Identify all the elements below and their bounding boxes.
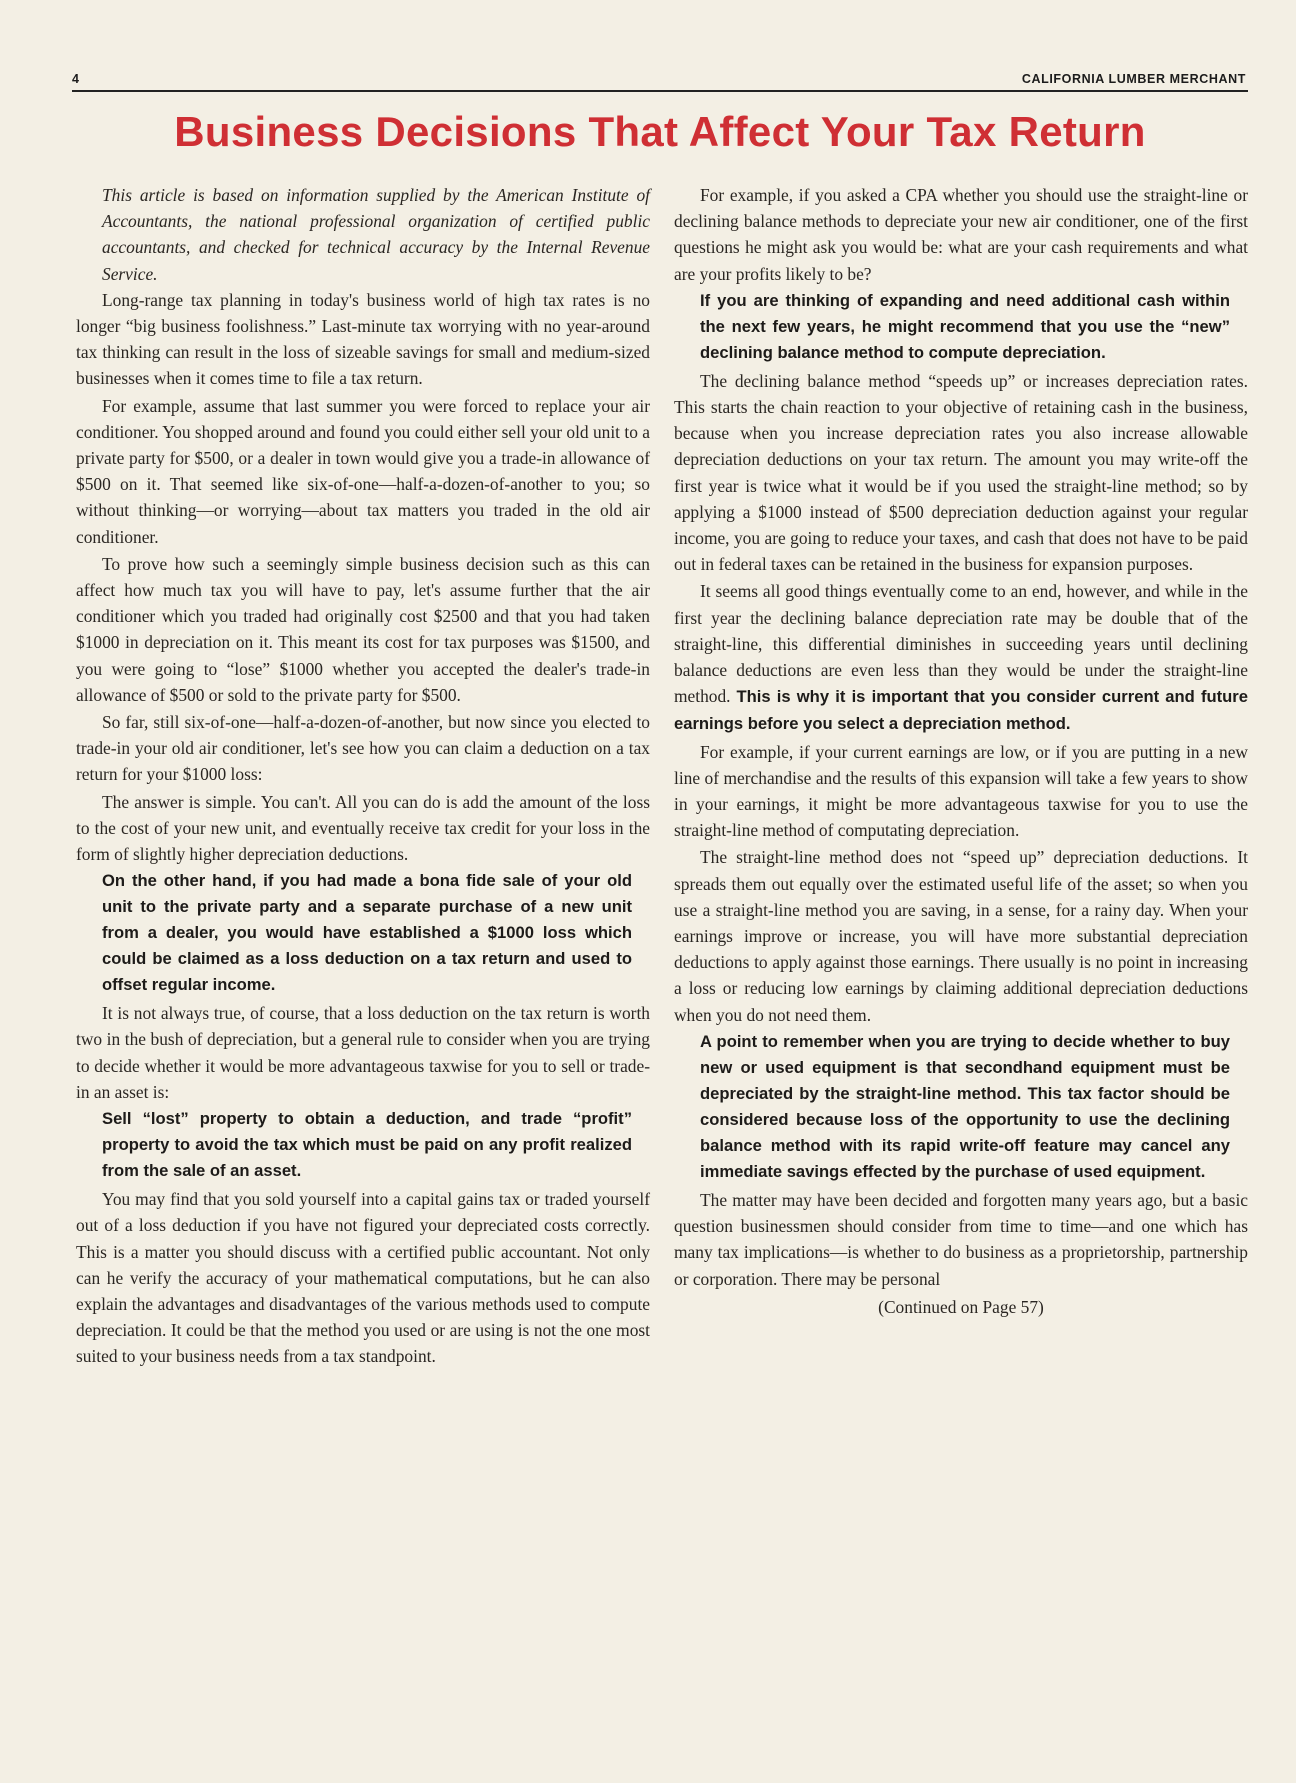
paragraph: The declining balance method “speeds up” or increases depreciation rates. This starts the chain reaction to your objective of retaining cash in the business, because when you increase depreciation rates you also increase allowable depreciation deductions on your tax return. The amount you may write-off the first year is twice what it would be if you used the straight-line method; so by applying a $1000 instead of $500 depreciation deduction against your regular income, you are going to reduce your taxes, and cash that does not have to be paid out in federal taxes can be retained in the business for expansion purposes. <box>674 370 1248 575</box>
paragraph: For example, if your current earnings are low, or if you are putting in a new line of merchandise and the results of this expansion will take a few years to show in your earnings, it might be more advantageous taxwise for you to use the straight-line method of computating depreciation. <box>674 741 1248 841</box>
bold-callout: A point to remember when you are trying to decide whether to buy new or used equipment is that secondhand equipment must be depreciated by the straight-line method. This tax factor should be considered because loss of the opportunity to use the declining balance method with its rapid write-off feature may cancel any immediate savings effected by the purchase of used equipment. <box>700 1031 1230 1181</box>
paragraph: The straight-line method does not “speed up” depreciation deductions. It spreads them out equally over the estimated useful life of the asset; so when you use a straight-line method you are saving, in a sense, for a rainy day. When your earnings improve or increase, you will have more substantial depreciation deductions to apply against those earnings. There usually is no point in increasing a loss or reducing low earnings by claiming additional depreciation deductions when you do not need them. <box>674 847 1248 1025</box>
paragraph <box>674 578 1248 737</box>
paragraph: The matter may have been decided and forgotten many years ago, but a basic question businessmen should consider from time to time—and one which has many tax implications—is whether to do business as a proprietorship, partnership or corporation. There may be personal <box>674 1189 1248 1289</box>
left-column <box>76 182 650 1371</box>
bold-callout: Sell “lost” property to obtain a deduction, and trade “profit” property to avoid the tax which must be paid on any profit realized from the sale of an asset. <box>102 1109 632 1181</box>
inline-bold-text: This is why it is important that you consider current and future earnings before you select a depreciation method. <box>674 687 1248 734</box>
paragraph: The answer is simple. You can't. All you can do is add the amount of the loss to the cost of your new unit, and eventually receive tax credit for your loss in the form of slightly higher depreciation deductions. <box>76 791 650 865</box>
bold-callout: If you are thinking of expanding and need additional cash within the next few years, he might recommend that you use the “new” declining balance method to compute depreciation. <box>700 290 1230 362</box>
paragraph: To prove how such a seemingly simple business decision such as this can affect how much tax you will have to pay, let's assume further that the air conditioner which you traded had originally cost $2500 and that you had taken $1000 in depreciation on it. This meant its cost for tax purposes was $1500, and you were going to “lose” $1000 whether you accepted the dealer's trade-in allowance of $500 or sold to the private party for $500. <box>76 553 650 705</box>
paragraph: Long-range tax planning in today's business world of high tax rates is no longer “big business foolishness.” Last-minute tax worrying with no year-around tax thinking can result in the loss of sizeable savings for small and medium-sized businesses when it comes time to file a tax return. <box>76 289 650 389</box>
right-column <box>674 182 1248 1321</box>
paragraph: You may find that you sold yourself into a capital gains tax or traded yourself out of a loss deduction if you have not figured your depreciated costs correctly. This is a matter you should discuss with a certified public accountant. Not only can he verify the accuracy of your mathematical computations, but he can also explain the advantages and disadvantages of the various methods used to compute depreciation. It could be that the method you used or are using is not the one most suited to your business needs from a tax standpoint. <box>76 1189 650 1367</box>
continued-note: (Continued on Page 57) <box>878 1296 1044 1317</box>
page-number: 4 <box>72 72 79 86</box>
paragraph: So far, still six-of-one—half-a-dozen-of-another, but now since you elected to trade-in your old air conditioner, let's see how you can claim a deduction on a tax return for your $1000 loss: <box>76 712 650 785</box>
publication-name: CALIFORNIA LUMBER MERCHANT <box>1021 72 1246 86</box>
page-header <box>72 68 1248 92</box>
bold-callout: On the other hand, if you had made a bona fide sale of your old unit to the private party and a separate purchase of a new unit from a dealer, you would have established a $1000 loss which could be claimed as a loss deduction on a tax return and used to offset regular income. <box>102 871 632 995</box>
article-title: Business Decisions That Affect Your Tax Return <box>174 108 1146 155</box>
article-intro: This article is based on information supplied by the American Institute of Accountants, the national professional organization of certified public accountants, and checked for technical accuracy by the Internal Revenue Service. <box>102 185 650 284</box>
paragraph: For example, assume that last summer you were forced to replace your air conditioner. You shopped around and found you could either sell your old unit to a private party for $500, or a dealer in town would give you a trade-in allowance of $500 on it. That seemed like six-of-one—half-a-dozen-of-another to you; so without thinking—or worrying—about tax matters you traded in the old air conditioner. <box>76 395 650 547</box>
paragraph-text: It seems all good things eventually come to an end, however, and while in the first year the declining balance depreciation rate may be double that of the straight-line, this differential diminishes in succeeding years until declining balance deductions are even less than they would be under the straight-line method. <box>674 581 1248 707</box>
paragraph: For example, if you asked a CPA whether you should use the straight-line or declining balance methods to depreciate your new air conditioner, one of the first questions he might ask you would be: what are your cash requirements and what are your profits likely to be? <box>674 185 1248 284</box>
paragraph: It is not always true, of course, that a loss deduction on the tax return is worth two in the bush of depreciation, but a general rule to consider when you are trying to decide whether it would be more advantageous taxwise for you to sell or trade-in an asset is: <box>76 1003 650 1102</box>
